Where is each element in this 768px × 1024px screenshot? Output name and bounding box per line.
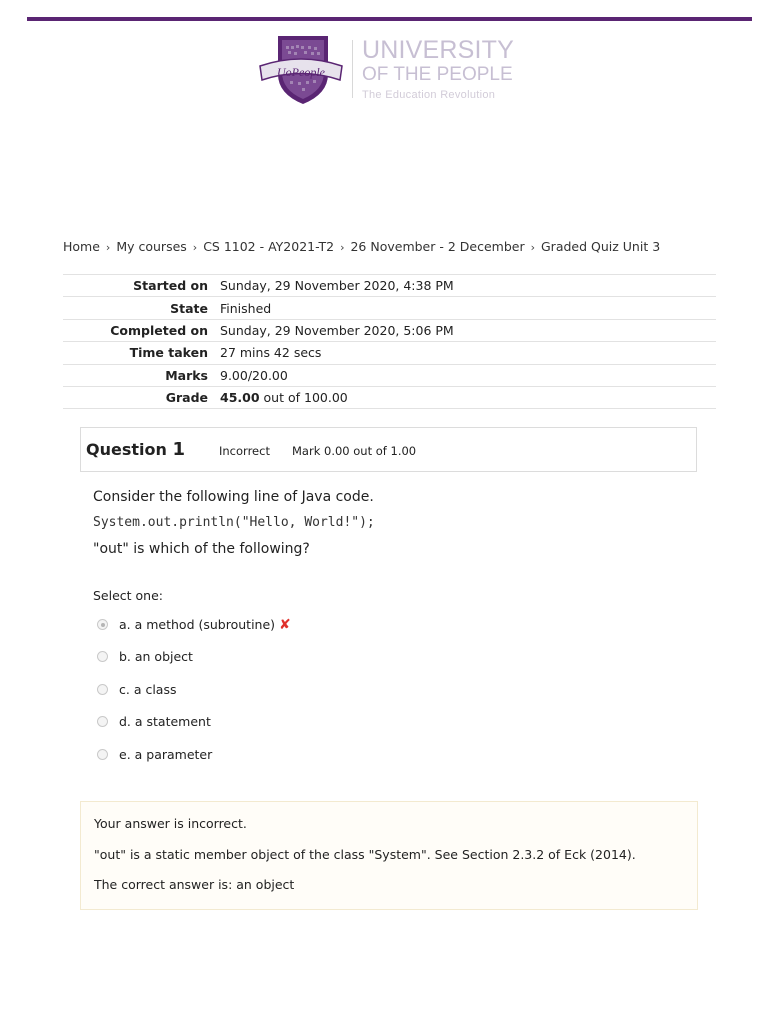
summary-label: Started on <box>133 278 208 294</box>
radio-button-selected[interactable] <box>97 619 108 630</box>
summary-label: State <box>170 300 208 316</box>
summary-label: Completed on <box>110 322 208 338</box>
breadcrumb-my-courses[interactable]: My courses <box>116 239 187 254</box>
breadcrumb <box>63 239 660 254</box>
summary-row-marks <box>63 364 716 386</box>
question-number: 1 <box>172 439 185 460</box>
question-state: Incorrect <box>219 444 270 458</box>
answer-option-label: b. an object <box>119 649 193 664</box>
logo-line-university: UNIVERSITY <box>362 36 515 64</box>
answer-option-c[interactable] <box>97 682 176 697</box>
summary-value <box>214 386 716 408</box>
select-one-prompt: Select one: <box>93 588 164 603</box>
question-title <box>86 439 185 460</box>
answer-option-label: c. a class <box>119 682 177 697</box>
question-text: Consider the following line of Java code. <box>93 489 374 505</box>
summary-value: 9.00/20.00 <box>220 367 288 383</box>
summary-row-started <box>63 275 716 297</box>
summary-value: Sunday, 29 November 2020, 5:06 PM <box>220 322 454 338</box>
summary-row-grade <box>63 386 716 408</box>
answer-option-label: a. a method (subroutine) <box>119 617 276 632</box>
answer-feedback-box <box>80 801 698 910</box>
radio-button[interactable] <box>97 684 108 695</box>
breadcrumb-course[interactable]: CS 1102 - AY2021-T2 <box>203 239 335 254</box>
answer-option-d[interactable] <box>97 714 211 729</box>
quiz-attempt-summary <box>63 274 716 409</box>
question-text-2: "out" is which of the following? <box>93 541 310 557</box>
answer-option-e[interactable] <box>97 747 212 762</box>
radio-button[interactable] <box>97 716 108 727</box>
summary-label: Grade <box>165 390 208 406</box>
question-code: System.out.println("Hello, World!"); <box>93 515 375 530</box>
logo-badge-text: UoPeople <box>277 65 325 79</box>
radio-button[interactable] <box>97 651 108 662</box>
summary-row-time-taken <box>63 342 716 364</box>
feedback-result: Your answer is incorrect. <box>94 816 247 831</box>
question-grade: Mark 0.00 out of 1.00 <box>292 444 417 458</box>
shield-crest-icon <box>258 34 344 106</box>
breadcrumb-section[interactable]: 26 November - 2 December <box>350 239 525 254</box>
summary-label: Marks <box>165 367 208 383</box>
breadcrumb-chevron-icon: › <box>105 241 111 254</box>
radio-button[interactable] <box>97 749 108 760</box>
breadcrumb-home[interactable]: Home <box>63 239 100 254</box>
summary-row-state <box>63 297 716 319</box>
summary-value: Sunday, 29 November 2020, 4:38 PM <box>220 278 454 294</box>
breadcrumb-quiz[interactable]: Graded Quiz Unit 3 <box>541 239 661 254</box>
summary-value: Finished <box>220 300 272 316</box>
logo-tagline: The Education Revolution <box>362 89 496 101</box>
summary-label: Time taken <box>129 345 208 361</box>
answer-option-b[interactable] <box>97 649 193 664</box>
breadcrumb-chevron-icon: › <box>192 241 198 254</box>
uopeople-logo[interactable] <box>258 34 528 106</box>
answer-option-a[interactable] <box>97 617 291 633</box>
summary-value: 27 mins 42 secs <box>220 345 322 361</box>
feedback-explanation: "out" is a static member object of the class "System". See Section 2.3.2 of Eck (2014). <box>94 847 636 862</box>
top-accent-bar <box>27 17 752 21</box>
answer-option-label: e. a parameter <box>119 747 213 762</box>
logo-divider <box>352 40 353 98</box>
grade-score: 45.00 <box>220 390 260 406</box>
question-info-box <box>80 427 697 472</box>
answer-option-label: d. a statement <box>119 714 211 729</box>
breadcrumb-chevron-icon: › <box>530 241 535 254</box>
breadcrumb-chevron-icon: › <box>340 241 345 254</box>
x-mark-icon: ✘ <box>279 617 291 633</box>
logo-line-of-the-people: OF THE PEOPLE <box>362 64 513 85</box>
question-title-prefix: Question <box>86 440 167 459</box>
grade-out-of: out of 100.00 <box>263 390 348 406</box>
feedback-correct-answer: The correct answer is: an object <box>94 877 295 892</box>
summary-row-completed <box>63 319 716 341</box>
logo-wordmark <box>362 38 514 102</box>
